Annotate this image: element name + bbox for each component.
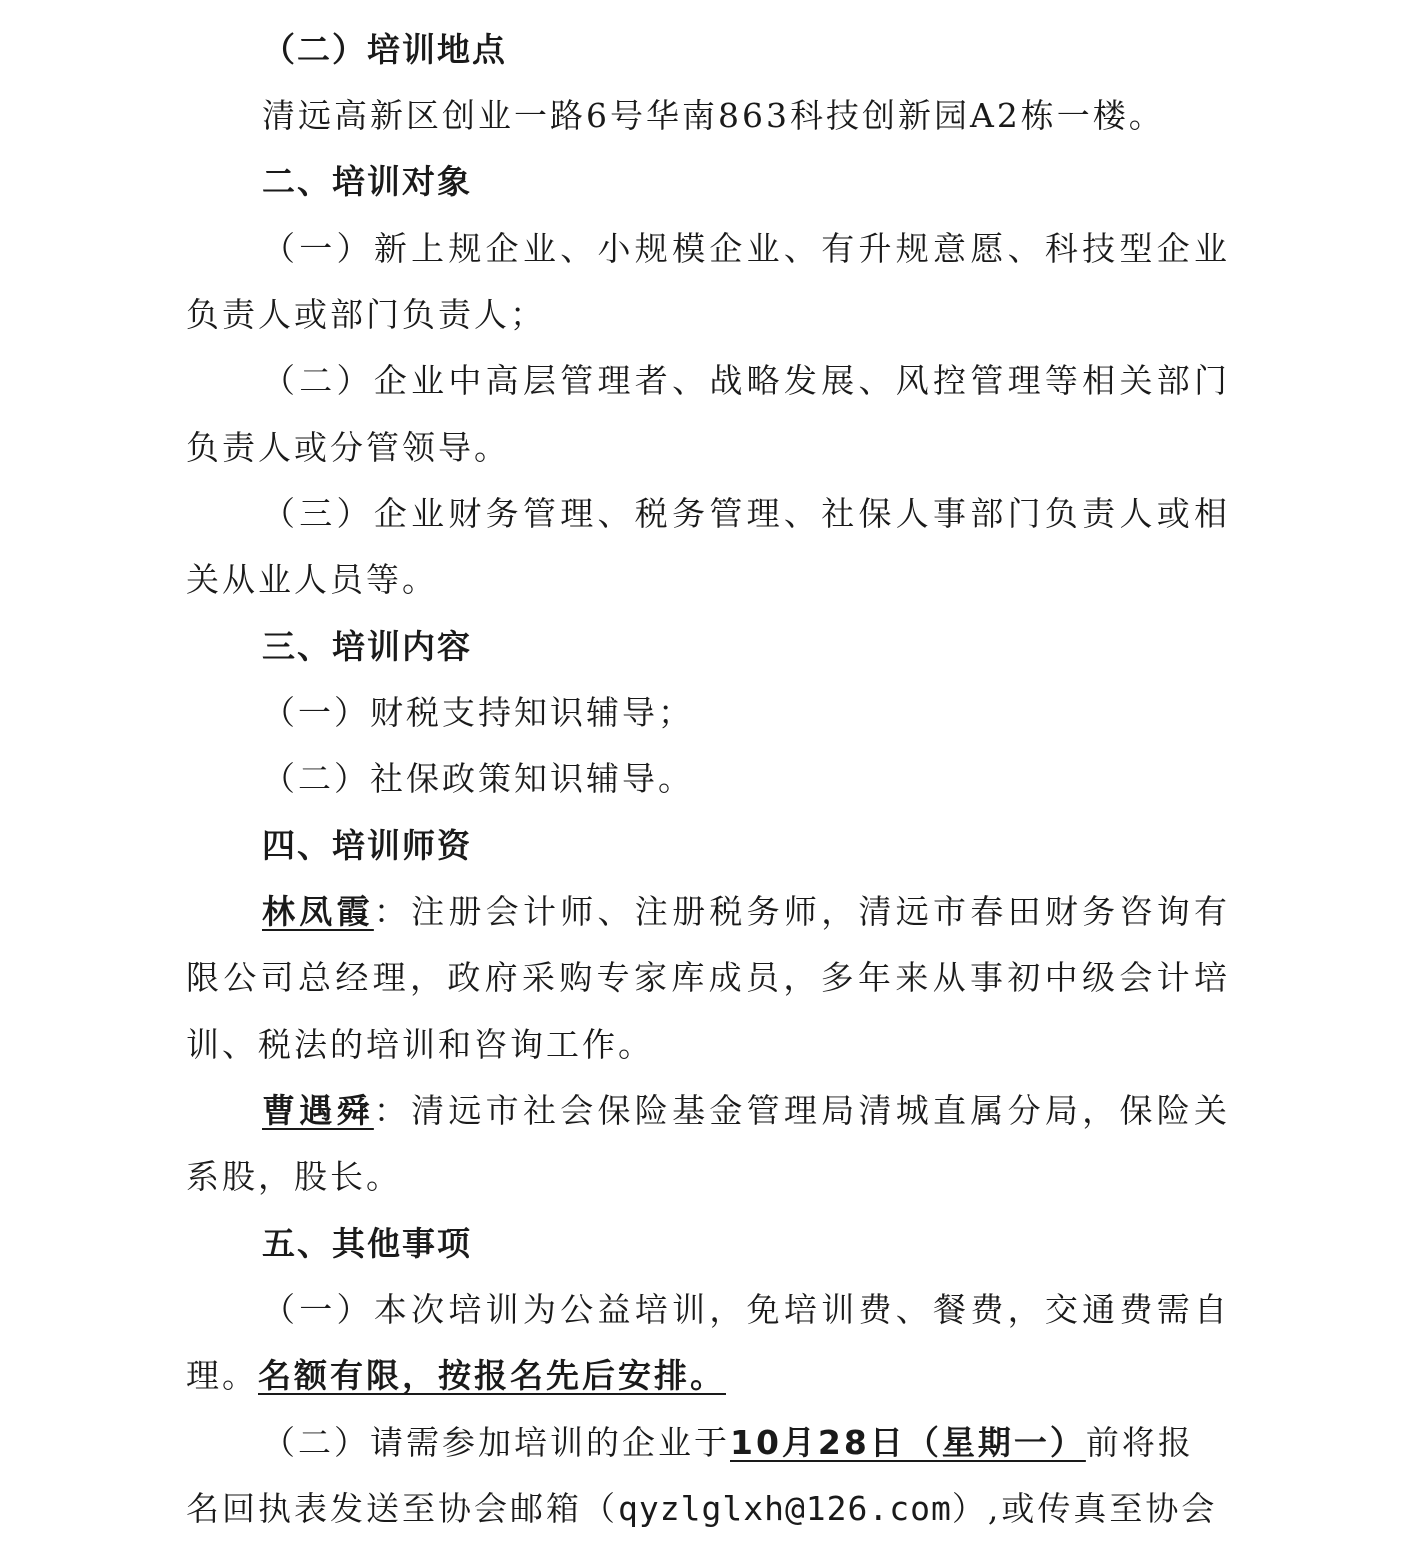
section-heading-target: 二、培训对象 [262,162,472,201]
section-heading-teachers: 四、培训师资 [262,826,472,865]
teacher-1-line-1 [262,889,1230,935]
teacher-1-line-3: 训、税法的培训和咨询工作。 [186,1025,654,1064]
target-item-2-line-2: 负责人或分管领导。 [186,428,510,467]
target-item-2-line-1: （二）企业中高层管理者、战略发展、风控管理等相关部门 [262,361,1230,400]
teacher-1-bio-start: ：注册会计师、注册税务师，清远市春田财务咨询有 [373,892,1231,931]
registration-text-start: （二）请需参加培训的企业于 [262,1423,730,1462]
teacher-1-name: 林凤霞 [262,892,374,931]
section-heading-other: 五、其他事项 [262,1224,472,1263]
target-item-1-line-2: 负责人或部门负责人； [186,295,546,334]
section-heading-location: （二）培训地点 [262,30,507,69]
teacher-2-line-2: 系股，股长。 [186,1157,402,1196]
other-item-2-line-1 [262,1420,1194,1466]
teacher-2-bio-start: ：清远市社会保险基金管理局清城直属分局，保险关 [373,1091,1231,1130]
other-item-1-tail: 理。 [186,1356,258,1395]
location-address: 清远高新区创业一路6号华南863科技创新园A2栋一楼。 [262,96,1165,135]
registration-text-end: 前将报 [1085,1423,1194,1462]
target-item-3-line-2: 关从业人员等。 [186,560,438,599]
other-item-2-line-2 [186,1486,1217,1532]
teacher-1-line-2: 限公司总经理，政府采购专家库成员，多年来从事初中级会计培 [186,958,1230,997]
teacher-2-line-1 [262,1088,1230,1134]
content-item-1: （一）财税支持知识辅导； [262,693,694,732]
other-item-1-line-2 [186,1353,726,1399]
section-heading-content: 三、培训内容 [262,627,472,666]
target-item-3-line-1: （三）企业财务管理、税务管理、社保人事部门负责人或相 [262,494,1230,533]
target-item-1-line-1: （一）新上规企业、小规模企业、有升规意愿、科技型企业 [262,229,1230,268]
association-email: qyzlglxh@126.com [618,1489,952,1528]
email-text-start: 名回执表发送至协会邮箱（ [186,1489,618,1528]
email-text-end: ）,或传真至协会 [951,1489,1218,1528]
teacher-2-name: 曹遇舜 [262,1091,374,1130]
quota-limited-note: 名额有限，按报名先后安排。 [258,1356,726,1395]
other-item-1-line-1: （一）本次培训为公益培训，免培训费、餐费，交通费需自 [262,1290,1230,1329]
registration-deadline: 10月28日（星期一） [730,1423,1086,1462]
content-item-2: （二）社保政策知识辅导。 [262,759,694,798]
